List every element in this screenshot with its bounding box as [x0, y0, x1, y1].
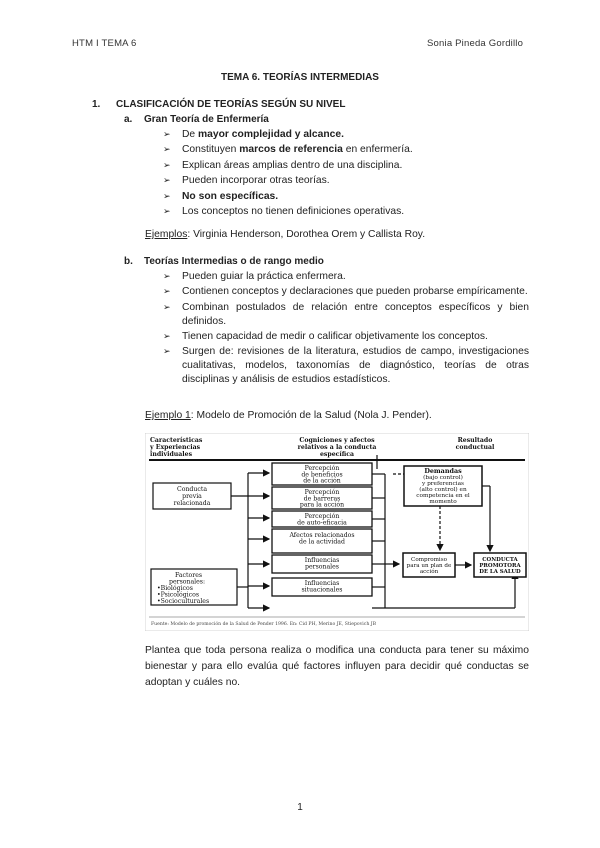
list-item: ➢ Combinan postulados de relación entre conceptos específicos y bien definidos.: [163, 301, 529, 327]
section-number: 1.: [92, 99, 101, 110]
list-item: ➢ De mayor complejidad y alcance.: [163, 129, 344, 140]
subsection-b-heading: [124, 256, 324, 267]
arrow-bullet-icon: ➢: [163, 190, 171, 201]
svg-text:Influenciaspersonales: Influencias personales: [304, 557, 340, 571]
section-heading: [92, 99, 345, 110]
arrow-bullet-icon: ➢: [163, 330, 171, 341]
list-item: ➢ No son específicas.: [163, 190, 279, 202]
svg-text:Demandas(bajo control)y prefer: Demandas (bajo control) y preferencias (alto control) en competencia en el momento: [416, 467, 470, 505]
arrow-bullet-icon: ➢: [163, 144, 171, 155]
arrow-bullet-icon: ➢: [163, 271, 171, 281]
list-item: ➢ Pueden guiar la práctica enfermera.: [163, 271, 346, 282]
health-promotion-model-diagram: [145, 433, 529, 631]
arrow-bullet-icon: ➢: [163, 175, 171, 186]
arrow-bullet-icon: ➢: [163, 286, 171, 297]
list-item: ➢ Contienen conceptos y declaraciones que pueden probarse empíricamente.: [163, 286, 528, 298]
example-text: : Modelo de Promoción de la Salud (Nola J. Pender).: [190, 410, 432, 421]
svg-text:Influenciassituacionales: Influencias situacionales: [301, 580, 343, 594]
arrow-bullet-icon: ➢: [163, 205, 171, 216]
svg-text:Afectos relacionadosde la acti: Afectos relacionados de la actividad: [289, 532, 355, 546]
list-item: ➢ Surgen de: revisiones de la literatura, estudios de campo, investigaciones cualitativas, modelos, taxonomías de diagnóstico, teorías de otras disciplinas y análisis de estudios estadísticos.: [163, 346, 529, 385]
grand-theory-examples: [145, 229, 425, 240]
list-item: ➢ Los conceptos no tienen definiciones operativas.: [163, 205, 405, 217]
personal-factors-label: Factores personales: •Biológicos •Psicológicos •Socioculturales: [157, 572, 210, 605]
header-right: Sonia Pineda Gordillo: [427, 38, 524, 49]
column1-header: Características y Experiencias individuales: [150, 437, 203, 458]
subsection-b-title: Teorías Intermedias o de rango medio: [144, 256, 324, 267]
section-title: CLASIFICACIÓN DE TEORÍAS SEGÚN SU NIVEL: [116, 99, 346, 110]
page-number: 1: [297, 802, 303, 813]
arrow-bullet-icon: ➢: [163, 301, 171, 312]
subsection-a-number: a.: [124, 114, 133, 125]
arrow-bullet-icon: ➢: [163, 129, 171, 139]
model-description-paragraph: Plantea que toda persona realiza o modifica una conducta para tener su máximo bienestar y para ello evalúa qué factores influyen para decidir qué conductas se adoptan y cuáles no.: [145, 645, 529, 688]
subsection-b-number: b.: [124, 256, 133, 267]
svg-text:Percepciónde auto-eficacia: Percepción de auto-eficacia: [297, 513, 347, 527]
middle-range-list: [163, 270, 529, 388]
middle-range-example: [145, 410, 432, 421]
example-label: Ejemplo 1: [145, 410, 191, 421]
figure-source: Fuente: Modelo de promoción de la Salud de Pender 1996. En: Cid PH, Merino JE, Stiepovich JB: [151, 622, 376, 627]
prior-behavior-label: Conducta previa relacionada: [173, 486, 211, 507]
header-left: HTM I TEMA 6: [72, 38, 137, 49]
list-item: ➢ Explican áreas amplias dentro de una disciplina.: [163, 159, 403, 171]
subsection-a-title: Gran Teoría de Enfermería: [144, 114, 269, 125]
column2-header: Cogniciones y afectos relativos a la conducta específica: [297, 437, 377, 458]
subsection-a-heading: [124, 114, 269, 125]
svg-text:CONDUCTAPROMOTORADE LA SALUD: CONDUCTA PROMOTORA DE LA SALUD: [479, 557, 521, 575]
list-item: ➢ Constituyen marcos de referencia en enfermería.: [163, 144, 413, 156]
arrow-bullet-icon: ➢: [163, 159, 171, 170]
list-item: ➢ Tienen capacidad de medir o calificar objetivamente los conceptos.: [163, 330, 488, 342]
examples-label: Ejemplos: [145, 229, 188, 240]
grand-theory-list: [163, 128, 529, 220]
arrow-bullet-icon: ➢: [163, 346, 171, 357]
list-item: ➢ Pueden incorporar otras teorías.: [163, 175, 330, 187]
page-title: TEMA 6. TEORÍAS INTERMEDIAS: [221, 72, 379, 83]
svg-text:Compromisopara un plan deacció: Compromiso para un plan de acción: [406, 557, 452, 575]
svg-text:Percepciónde barreraspara la a: Percepción de barreras para la acción: [299, 489, 345, 509]
examples-text: : Virginia Henderson, Dorothea Orem y Callista Roy.: [187, 229, 426, 240]
column3-header: Resultado conductual: [455, 437, 495, 451]
svg-text:Percepciónde beneficiosde la a: Percepción de beneficios de la acción: [301, 465, 343, 485]
